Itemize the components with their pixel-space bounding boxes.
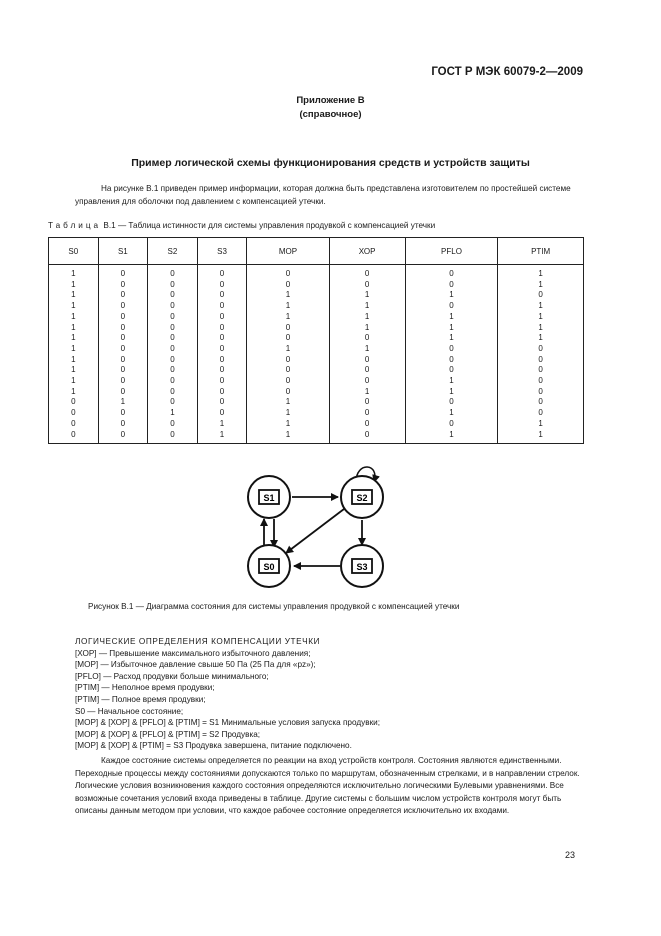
table-header-cell: PTIM bbox=[498, 238, 584, 265]
table-cell: 0 bbox=[405, 265, 498, 280]
table-cell: 0 bbox=[498, 365, 584, 376]
table-header-row bbox=[49, 238, 584, 265]
table-cell: 0 bbox=[98, 355, 148, 366]
table-cell: 1 bbox=[247, 290, 329, 301]
table-cell: 1 bbox=[405, 408, 498, 419]
table-cell: 1 bbox=[197, 419, 247, 430]
table-row bbox=[49, 290, 584, 301]
table-row bbox=[49, 323, 584, 334]
table-cell: 1 bbox=[405, 323, 498, 334]
table-cell: 0 bbox=[148, 301, 198, 312]
table-cell: 1 bbox=[247, 312, 329, 323]
table-cell: 0 bbox=[498, 290, 584, 301]
table-cell: 0 bbox=[197, 265, 247, 280]
table-cell: 0 bbox=[98, 419, 148, 430]
table-caption-text: В.1 — Таблица истинности для системы управления продувкой с компенсацией утечки bbox=[103, 221, 436, 230]
table-cell: 0 bbox=[148, 376, 198, 387]
table-row bbox=[49, 430, 584, 444]
table-cell: 0 bbox=[49, 430, 99, 444]
table-cell: 0 bbox=[405, 397, 498, 408]
table-cell: 0 bbox=[405, 301, 498, 312]
table-cell: 0 bbox=[247, 265, 329, 280]
table-cell: 1 bbox=[498, 301, 584, 312]
intro-paragraph-text: На рисунке В.1 приведен пример информации, которая должна быть представлена изготовителем по простейшей системе управления для оболочки под давлением с компенсацией утечки. bbox=[75, 184, 571, 206]
table-cell: 0 bbox=[498, 397, 584, 408]
definition-line: [PTIM] — Неполное время продувки; bbox=[75, 683, 215, 693]
table-row bbox=[49, 301, 584, 312]
table-cell: 1 bbox=[405, 376, 498, 387]
table-cell: 0 bbox=[148, 333, 198, 344]
table-cell: 0 bbox=[247, 333, 329, 344]
table-cell: 0 bbox=[197, 280, 247, 291]
state-s3 bbox=[341, 545, 383, 587]
table-cell: 0 bbox=[98, 333, 148, 344]
standard-code: ГОСТ Р МЭК 60079-2—2009 bbox=[431, 66, 583, 78]
table-cell: 0 bbox=[405, 419, 498, 430]
table-cell: 0 bbox=[197, 365, 247, 376]
table-cell: 1 bbox=[405, 387, 498, 398]
table-cell: 1 bbox=[329, 301, 405, 312]
table-header-cell: S0 bbox=[49, 238, 99, 265]
table-cell: 1 bbox=[405, 312, 498, 323]
table-cell: 0 bbox=[148, 290, 198, 301]
state-s1 bbox=[248, 476, 290, 518]
table-cell: 0 bbox=[98, 280, 148, 291]
table-cell: 1 bbox=[49, 290, 99, 301]
table-cell: 0 bbox=[197, 301, 247, 312]
table-cell: 0 bbox=[98, 430, 148, 444]
table-cell: 0 bbox=[197, 376, 247, 387]
table-cell: 1 bbox=[247, 430, 329, 444]
table-cell: 0 bbox=[197, 290, 247, 301]
table-cell: 1 bbox=[498, 265, 584, 280]
table-row bbox=[49, 376, 584, 387]
page-number: 23 bbox=[564, 850, 575, 860]
table-cell: 0 bbox=[329, 430, 405, 444]
table-cell: 0 bbox=[98, 376, 148, 387]
table-cell: 0 bbox=[498, 408, 584, 419]
table-caption-prefix: Таблица bbox=[48, 221, 102, 230]
definition-line: [PFLO] — Расход продувки больше минимального; bbox=[75, 671, 269, 681]
table-cell: 0 bbox=[49, 408, 99, 419]
table-cell: 0 bbox=[405, 280, 498, 291]
table-header-cell: PFLO bbox=[405, 238, 498, 265]
table-cell: 0 bbox=[148, 265, 198, 280]
table-row bbox=[49, 265, 584, 280]
table-cell: 0 bbox=[98, 387, 148, 398]
table-cell: 0 bbox=[98, 344, 148, 355]
table-cell: 0 bbox=[197, 397, 247, 408]
table-cell: 1 bbox=[498, 430, 584, 444]
table-cell: 0 bbox=[49, 419, 99, 430]
definitions-heading: ЛОГИЧЕСКИЕ ОПРЕДЕЛЕНИЯ КОМПЕНСАЦИИ УТЕЧКИ bbox=[75, 637, 321, 646]
table-cell: 1 bbox=[498, 323, 584, 334]
intro-paragraph bbox=[75, 183, 583, 208]
table-cell: 1 bbox=[49, 301, 99, 312]
table-cell: 0 bbox=[148, 323, 198, 334]
table-cell: 1 bbox=[498, 312, 584, 323]
table-header-cell: S2 bbox=[148, 238, 198, 265]
truth-table bbox=[48, 237, 584, 444]
table-cell: 0 bbox=[405, 344, 498, 355]
table-cell: 1 bbox=[247, 419, 329, 430]
state-s2 bbox=[341, 476, 383, 518]
table-cell: 1 bbox=[49, 312, 99, 323]
table-cell: 1 bbox=[329, 344, 405, 355]
table-cell: 1 bbox=[197, 430, 247, 444]
table-row bbox=[49, 365, 584, 376]
figure-caption: Рисунок В.1 — Диаграмма состояния для системы управления продувкой с компенсацией утечки bbox=[88, 602, 460, 611]
table-cell: 0 bbox=[148, 430, 198, 444]
table-cell: 1 bbox=[49, 265, 99, 280]
table-cell: 0 bbox=[98, 323, 148, 334]
table-cell: 1 bbox=[148, 408, 198, 419]
table-cell: 0 bbox=[148, 387, 198, 398]
table-cell: 0 bbox=[329, 333, 405, 344]
definition-line: [ХОР] — Превышение максимального избыточного давления; bbox=[75, 648, 311, 658]
table-row bbox=[49, 387, 584, 398]
table-cell: 0 bbox=[498, 376, 584, 387]
table-cell: 1 bbox=[329, 290, 405, 301]
table-row bbox=[49, 419, 584, 430]
table-cell: 0 bbox=[329, 280, 405, 291]
table-cell: 0 bbox=[148, 280, 198, 291]
definition-line: [МОР] & [ХОР] & [PFLO] & [PTIM] = S2 Продувка; bbox=[75, 729, 261, 739]
table-cell: 0 bbox=[148, 355, 198, 366]
table-cell: 0 bbox=[98, 301, 148, 312]
table-cell: 1 bbox=[49, 355, 99, 366]
definition-line: S0 — Начальное состояние; bbox=[75, 706, 184, 716]
table-cell: 0 bbox=[498, 344, 584, 355]
table-body bbox=[49, 265, 584, 444]
annex-subtitle: (справочное) bbox=[299, 109, 362, 120]
table-header-cell: S1 bbox=[98, 238, 148, 265]
table-cell: 1 bbox=[329, 312, 405, 323]
table-cell: 0 bbox=[148, 312, 198, 323]
table-cell: 1 bbox=[49, 323, 99, 334]
table-row bbox=[49, 312, 584, 323]
table-cell: 0 bbox=[498, 355, 584, 366]
closing-paragraph bbox=[75, 755, 583, 818]
table-cell: 1 bbox=[498, 419, 584, 430]
table-cell: 0 bbox=[247, 365, 329, 376]
table-cell: 0 bbox=[49, 397, 99, 408]
table-cell: 0 bbox=[247, 387, 329, 398]
table-cell: 0 bbox=[197, 408, 247, 419]
table-cell: 0 bbox=[98, 312, 148, 323]
table-cell: 1 bbox=[49, 280, 99, 291]
table-cell: 0 bbox=[98, 408, 148, 419]
table-cell: 0 bbox=[197, 387, 247, 398]
table-cell: 0 bbox=[148, 344, 198, 355]
table-cell: 1 bbox=[49, 344, 99, 355]
table-cell: 1 bbox=[329, 323, 405, 334]
table-header-cell: МОР bbox=[247, 238, 329, 265]
table-cell: 0 bbox=[405, 355, 498, 366]
table-header-cell: S3 bbox=[197, 238, 247, 265]
arrow-s2-s0 bbox=[286, 509, 344, 553]
table-cell: 0 bbox=[329, 365, 405, 376]
definitions-block bbox=[75, 636, 583, 752]
table-cell: 1 bbox=[247, 344, 329, 355]
table-cell: 0 bbox=[329, 408, 405, 419]
table-cell: 1 bbox=[49, 376, 99, 387]
table-row bbox=[49, 397, 584, 408]
table-cell: 1 bbox=[49, 333, 99, 344]
table-row bbox=[49, 355, 584, 366]
table-cell: 1 bbox=[405, 430, 498, 444]
table-cell: 0 bbox=[197, 312, 247, 323]
table-row bbox=[49, 344, 584, 355]
table-cell: 0 bbox=[247, 280, 329, 291]
table-cell: 0 bbox=[197, 323, 247, 334]
table-cell: 1 bbox=[498, 333, 584, 344]
table-cell: 0 bbox=[98, 265, 148, 280]
table-cell: 0 bbox=[98, 365, 148, 376]
table-cell: 0 bbox=[405, 365, 498, 376]
definition-line: [МОР] & [ХОР] & [PFLO] & [PTIM] = S1 Минимальные условия запуска продувки; bbox=[75, 718, 380, 728]
table-row bbox=[49, 408, 584, 419]
table-cell: 0 bbox=[148, 397, 198, 408]
definition-line: [МОР] — Избыточное давление свыше 50 Па (25 Па для «pz»); bbox=[75, 660, 316, 670]
table-cell: 0 bbox=[329, 265, 405, 280]
table-cell: 0 bbox=[98, 290, 148, 301]
table-cell: 0 bbox=[148, 419, 198, 430]
table-cell: 0 bbox=[498, 387, 584, 398]
table-header-cell: ХОР bbox=[329, 238, 405, 265]
state-s0 bbox=[248, 545, 290, 587]
table-cell: 1 bbox=[49, 365, 99, 376]
table-caption bbox=[48, 221, 435, 230]
table-cell: 0 bbox=[197, 333, 247, 344]
section-title: Пример логической схемы функционирования средств и устройств защиты bbox=[131, 157, 530, 169]
table-cell: 0 bbox=[247, 323, 329, 334]
table-row bbox=[49, 280, 584, 291]
state-s1-label: S1 bbox=[263, 493, 275, 503]
state-diagram bbox=[230, 455, 430, 590]
annex-title: Приложение В bbox=[296, 95, 365, 106]
table-cell: 0 bbox=[329, 376, 405, 387]
table-cell: 0 bbox=[329, 397, 405, 408]
table-cell: 1 bbox=[247, 301, 329, 312]
table-cell: 0 bbox=[247, 355, 329, 366]
table-cell: 1 bbox=[498, 280, 584, 291]
table-cell: 0 bbox=[197, 355, 247, 366]
table-cell: 0 bbox=[148, 365, 198, 376]
table-cell: 0 bbox=[329, 355, 405, 366]
table-cell: 0 bbox=[197, 344, 247, 355]
table-cell: 1 bbox=[329, 387, 405, 398]
state-s2-label: S2 bbox=[356, 493, 368, 503]
definition-line: [МОР] & [ХОР] & [PTIM] = S3 Продувка завершена, питание подключено. bbox=[75, 741, 352, 751]
table-cell: 0 bbox=[329, 419, 405, 430]
table-cell: 1 bbox=[405, 290, 498, 301]
table-row bbox=[49, 333, 584, 344]
definition-line: [PTIM] — Полное время продувки; bbox=[75, 694, 206, 704]
table-cell: 1 bbox=[405, 333, 498, 344]
table-cell: 1 bbox=[247, 397, 329, 408]
state-s0-label: S0 bbox=[263, 562, 275, 572]
table-cell: 0 bbox=[247, 376, 329, 387]
table-cell: 1 bbox=[247, 408, 329, 419]
table-cell: 1 bbox=[49, 387, 99, 398]
table-cell: 1 bbox=[98, 397, 148, 408]
closing-paragraph-text: Каждое состояние системы определяется по реакции на вход устройств контроля. Состояния являются единственными. Переходные процессы между состояниями допускаются только по маршрутам, обозначенным стрелками, и в направлении стрелок. Логические условия возникновения каждого состояния определяются исключительно логическими Булевыми уравнениями. Все возможные сочетания условий входа приведены в таблице. Другие системы с большим числом устройств контроля могут быть описаны данным методом при условии, что каждое рабочее состояние определяется исключительно их входами. bbox=[75, 756, 580, 816]
state-s3-label: S3 bbox=[356, 562, 368, 572]
